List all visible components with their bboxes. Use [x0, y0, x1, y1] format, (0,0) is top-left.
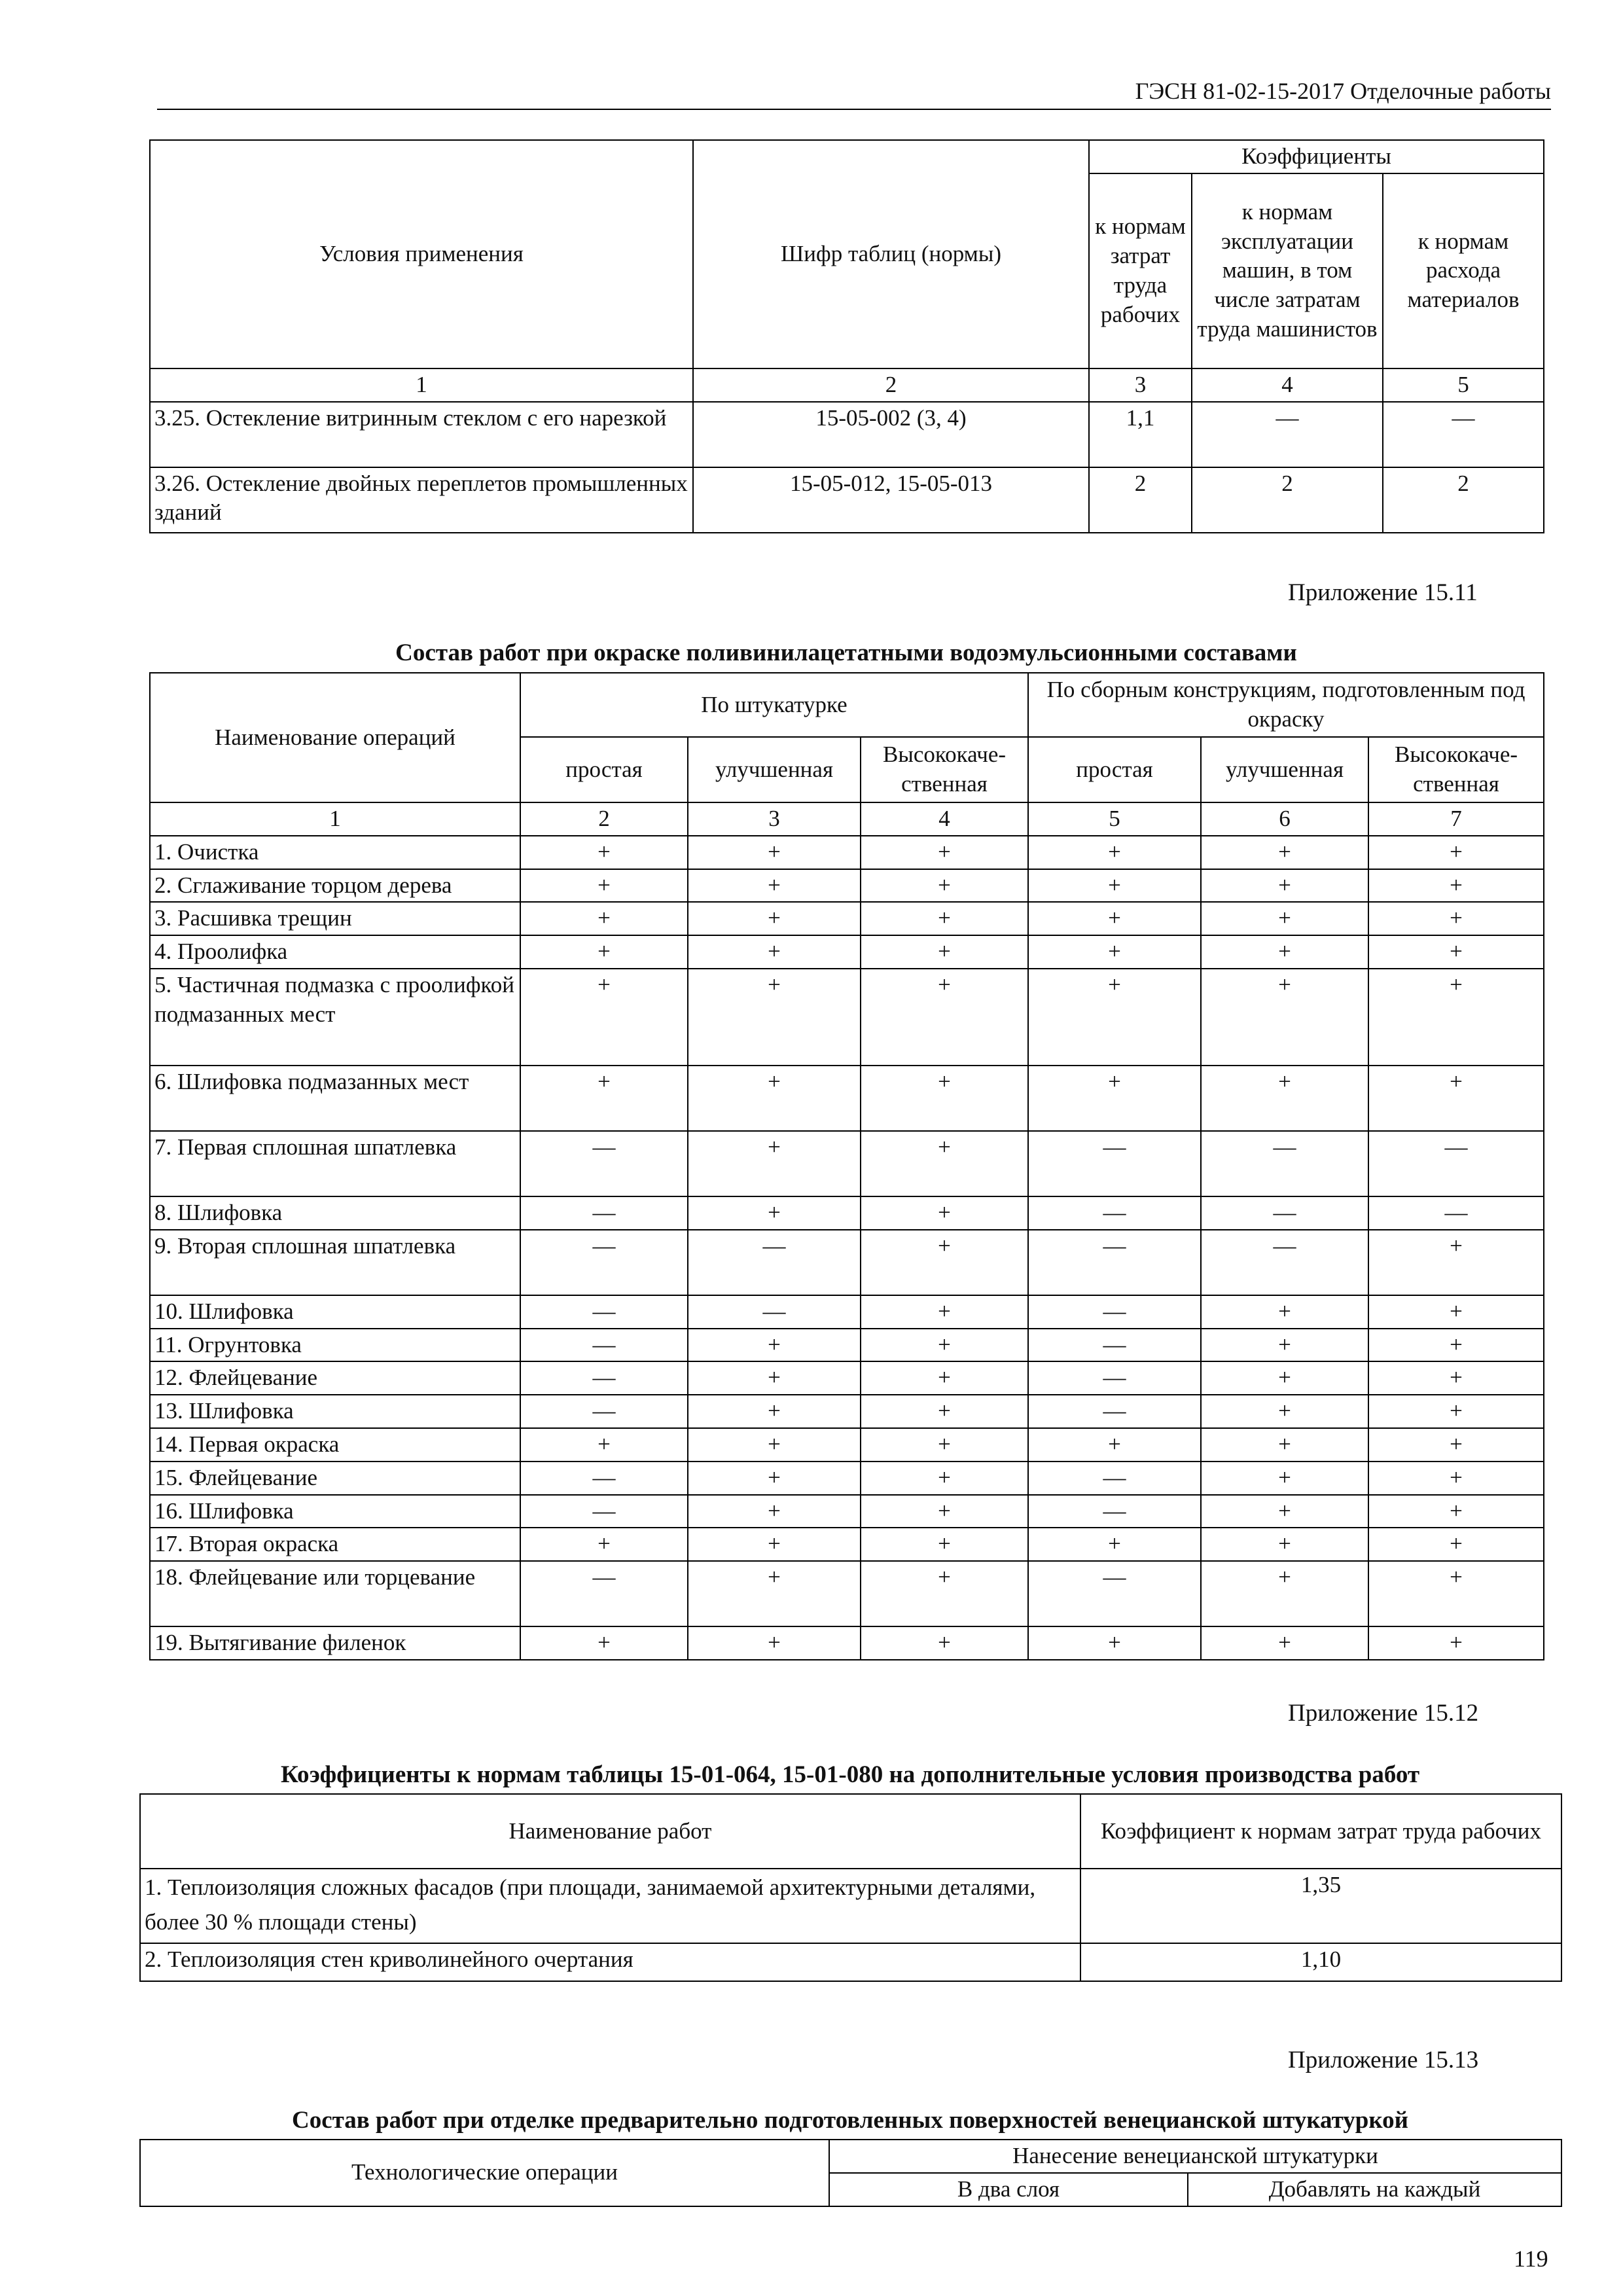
mark-cell: +: [861, 1196, 1028, 1230]
operation-name-cell: 7. Первая сплошная шпатлевка: [150, 1131, 520, 1196]
mark-cell: +: [1368, 969, 1544, 1066]
mark-cell: +: [688, 1329, 861, 1362]
operation-name-cell: 3. Расшивка трещин: [150, 902, 520, 935]
mark-cell: —: [1028, 1395, 1201, 1428]
mark-cell: +: [1201, 1395, 1368, 1428]
running-header: ГЭСН 81-02-15-2017 Отделочные работы: [157, 77, 1551, 110]
operation-name-cell: 10. Шлифовка: [150, 1295, 520, 1329]
mark-cell: +: [1368, 1361, 1544, 1395]
table-caption: Состав работ при отделке предварительно подготовленных поверхностей венецианской штукатуркой: [292, 2107, 1408, 2134]
header-work-name: Наименование работ: [140, 1794, 1080, 1869]
venetian-plaster-table: [139, 2139, 1562, 2207]
table-row: 3.25. Остекление витринным стеклом с его нарезкой 15-05-002 (3, 4) 1,1 — —: [150, 402, 1544, 467]
page-number: 119: [1514, 2246, 1548, 2272]
header-two-layers: В два слоя: [829, 2173, 1188, 2206]
mark-cell: +: [688, 1495, 861, 1528]
header-coefficients: Коэффициенты: [1089, 140, 1544, 173]
operation-name-cell: 11. Огрунтовка: [150, 1329, 520, 1362]
mark-cell: +: [688, 969, 861, 1066]
mark-cell: +: [861, 1495, 1028, 1528]
mark-cell: +: [861, 1295, 1028, 1329]
operation-name-cell: 15. Флейцевание: [150, 1462, 520, 1495]
mark-cell: +: [520, 1428, 688, 1462]
mark-cell: —: [520, 1196, 688, 1230]
header-apply: Нанесение венецианской штукатурки: [829, 2140, 1561, 2173]
mark-cell: +: [861, 1361, 1028, 1395]
header-operations: Технологические операции: [140, 2140, 829, 2206]
table-row: [150, 1495, 1544, 1528]
mark-cell: +: [1368, 1230, 1544, 1295]
table-row: [150, 902, 1544, 935]
mark-cell: —: [1028, 1131, 1201, 1196]
mark-cell: +: [688, 836, 861, 869]
table-row: [150, 869, 1544, 903]
mark-cell: +: [1368, 1561, 1544, 1626]
mark-cell: +: [688, 1395, 861, 1428]
mark-cell: +: [1201, 1626, 1368, 1660]
table-caption: Коэффициенты к нормам таблицы 15-01-064, 15-01-080 на дополнительные условия производства работ: [280, 1761, 1420, 1788]
mark-cell: +: [1201, 1428, 1368, 1462]
mark-cell: —: [520, 1361, 688, 1395]
mark-cell: +: [861, 1329, 1028, 1362]
operation-name-cell: 17. Вторая окраска: [150, 1528, 520, 1561]
mark-cell: +: [520, 935, 688, 969]
mark-cell: +: [1368, 935, 1544, 969]
header-conditions: Условия применения: [150, 140, 693, 368]
mark-cell: +: [520, 1626, 688, 1660]
operation-name-cell: 14. Первая окраска: [150, 1428, 520, 1462]
mark-cell: —: [1028, 1230, 1201, 1295]
mark-cell: —: [520, 1495, 688, 1528]
mark-cell: +: [1201, 902, 1368, 935]
mark-cell: +: [688, 1066, 861, 1131]
mark-cell: +: [861, 902, 1028, 935]
mark-cell: +: [1201, 1528, 1368, 1561]
mark-cell: —: [520, 1329, 688, 1362]
table-row: [150, 1626, 1544, 1660]
table-row: 2. Теплоизоляция стен криволинейного очертания 1,10: [140, 1943, 1561, 1981]
operation-name-cell: 1. Очистка: [150, 836, 520, 869]
table-row: [150, 1361, 1544, 1395]
mark-cell: +: [861, 1561, 1028, 1626]
mark-cell: +: [861, 969, 1028, 1066]
mark-cell: +: [1368, 869, 1544, 903]
mark-cell: +: [1028, 869, 1201, 903]
mark-cell: +: [688, 1196, 861, 1230]
table-row: [150, 1528, 1544, 1561]
mark-cell: +: [861, 1395, 1028, 1428]
mark-cell: +: [688, 869, 861, 903]
operations-table: Наименование операций По штукатурке По сборным конструкциям, подготовленным под окраску простая улучшенная Высококаче-ственная простая улучшенная Высококаче-ственная 1 2 3 4 5 6 7 1. Очистка + + + + + + 2. Сглаживание торцом дерева + + + + + + 3. Расшивка трещин + + + + + + 4. Проолифка + + + + + + 5. Частичная подмазка с проолифкой подмазанных мест + + + + + + 6. Шлифовка подмазанных мест + + + + + + 7. Первая сплошная шпатлевка — + + — — — 8. Шлифовка — + + — — — 9. Вторая сплошная шпатлевка — — + — — + 10. Шлифовка — — + — + + 11. Огрунтовка — + + — + + 12. Флейцевание — + + — + + 13. Шлифовка — + + — + + 14. Первая окраска + + + + + + 15. Флейцевание — + + — + + 16. Шлифовка — + + — + + 17. Вторая окраска + + + + + + 18. Флейцевание или торцевание — + + — + + 19. Вытягивание филенок + + + + + +: [149, 672, 1544, 1660]
mark-cell: +: [861, 869, 1028, 903]
operation-name-cell: 9. Вторая сплошная шпатлевка: [150, 1230, 520, 1295]
mark-cell: +: [1028, 1066, 1201, 1131]
operation-name-cell: 12. Флейцевание: [150, 1361, 520, 1395]
mark-cell: +: [1368, 1462, 1544, 1495]
mark-cell: +: [1368, 1495, 1544, 1528]
mark-cell: —: [1028, 1329, 1201, 1362]
insulation-coefficients-table: [139, 1793, 1562, 1982]
mark-cell: +: [688, 1462, 861, 1495]
mark-cell: +: [1028, 1528, 1201, 1561]
mark-cell: +: [861, 1626, 1028, 1660]
mark-cell: +: [1368, 1626, 1544, 1660]
mark-cell: +: [1028, 836, 1201, 869]
mark-cell: +: [688, 1361, 861, 1395]
mark-cell: —: [1201, 1196, 1368, 1230]
table-row: [150, 836, 1544, 869]
mark-cell: —: [520, 1395, 688, 1428]
mark-cell: +: [861, 1066, 1028, 1131]
table-row: [150, 1329, 1544, 1362]
operation-name-cell: 4. Проолифка: [150, 935, 520, 969]
mark-cell: +: [1028, 1626, 1201, 1660]
mark-cell: +: [1201, 1329, 1368, 1362]
mark-cell: —: [1028, 1361, 1201, 1395]
mark-cell: +: [688, 1626, 861, 1660]
mark-cell: —: [688, 1295, 861, 1329]
mark-cell: +: [861, 1528, 1028, 1561]
table-row: [150, 1131, 1544, 1196]
mark-cell: +: [1368, 1066, 1544, 1131]
mark-cell: +: [1368, 836, 1544, 869]
mark-cell: —: [688, 1230, 861, 1295]
table-row: [150, 1561, 1544, 1626]
mark-cell: +: [1028, 969, 1201, 1066]
mark-cell: +: [861, 935, 1028, 969]
mark-cell: +: [1201, 1295, 1368, 1329]
mark-cell: —: [1028, 1561, 1201, 1626]
operation-name-cell: 13. Шлифовка: [150, 1395, 520, 1428]
appendix-label: Приложение 15.11: [1288, 579, 1478, 606]
mark-cell: +: [1201, 836, 1368, 869]
appendix-label: Приложение 15.13: [1288, 2047, 1479, 2073]
mark-cell: +: [1201, 869, 1368, 903]
mark-cell: +: [688, 1528, 861, 1561]
mark-cell: —: [1028, 1462, 1201, 1495]
mark-cell: +: [1201, 1462, 1368, 1495]
mark-cell: +: [1201, 1361, 1368, 1395]
mark-cell: —: [1028, 1295, 1201, 1329]
mark-cell: —: [520, 1131, 688, 1196]
operation-name-cell: 6. Шлифовка подмазанных мест: [150, 1066, 520, 1131]
table-row: [150, 1295, 1544, 1329]
table-row: [150, 1462, 1544, 1495]
mark-cell: —: [520, 1295, 688, 1329]
header-labor-coef: Коэффициент к нормам затрат труда рабочих: [1080, 1794, 1561, 1869]
mark-cell: +: [861, 1462, 1028, 1495]
table-row: 3.26. Остекление двойных переплетов промышленных зданий 15-05-012, 15-05-013 2 2 2: [150, 467, 1544, 533]
header-prefab: По сборным конструкциям, подготовленным под окраску: [1028, 673, 1544, 737]
mark-cell: +: [1201, 1066, 1368, 1131]
mark-cell: +: [1028, 1428, 1201, 1462]
mark-cell: +: [1368, 1395, 1544, 1428]
mark-cell: —: [520, 1230, 688, 1295]
header-labor: к нормам затрат труда рабочих: [1089, 173, 1192, 368]
table-row: 1. Теплоизоляция сложных фасадов (при площади, занимаемой архитектурными деталями, более 30 % площади стены) 1,35: [140, 1869, 1561, 1943]
mark-cell: +: [861, 1131, 1028, 1196]
mark-cell: —: [1201, 1131, 1368, 1196]
header-plaster: По штукатурке: [520, 673, 1028, 737]
mark-cell: +: [688, 1428, 861, 1462]
mark-cell: +: [520, 969, 688, 1066]
mark-cell: +: [688, 935, 861, 969]
table-row: [150, 1428, 1544, 1462]
mark-cell: +: [1368, 902, 1544, 935]
header-code: Шифр таблиц (нормы): [693, 140, 1089, 368]
mark-cell: +: [1368, 1329, 1544, 1362]
mark-cell: +: [520, 1528, 688, 1561]
header-materials: к нормам расхода материалов: [1383, 173, 1544, 368]
mark-cell: +: [688, 1131, 861, 1196]
mark-cell: —: [1368, 1196, 1544, 1230]
mark-cell: +: [1368, 1295, 1544, 1329]
table-row: [150, 1230, 1544, 1295]
mark-cell: +: [520, 1066, 688, 1131]
mark-cell: +: [1368, 1428, 1544, 1462]
operation-name-cell: 16. Шлифовка: [150, 1495, 520, 1528]
mark-cell: +: [1201, 969, 1368, 1066]
mark-cell: +: [1368, 1528, 1544, 1561]
mark-cell: —: [1201, 1230, 1368, 1295]
table-row: [150, 1066, 1544, 1131]
mark-cell: +: [520, 836, 688, 869]
mark-cell: —: [520, 1462, 688, 1495]
header-add-each: Добавлять на каждый: [1188, 2173, 1561, 2206]
mark-cell: +: [1028, 902, 1201, 935]
mark-cell: +: [688, 902, 861, 935]
mark-cell: —: [1028, 1495, 1201, 1528]
mark-cell: +: [861, 836, 1028, 869]
coefficients-table: [149, 139, 1544, 533]
table-row: [150, 1395, 1544, 1428]
mark-cell: +: [1028, 935, 1201, 969]
mark-cell: —: [1368, 1131, 1544, 1196]
mark-cell: +: [520, 902, 688, 935]
operation-name-cell: 18. Флейцевание или торцевание: [150, 1561, 520, 1626]
mark-cell: +: [1201, 1495, 1368, 1528]
mark-cell: +: [520, 869, 688, 903]
mark-cell: +: [688, 1561, 861, 1626]
table-row: [150, 935, 1544, 969]
header-operation-name: Наименование операций: [150, 673, 520, 802]
operation-name-cell: 8. Шлифовка: [150, 1196, 520, 1230]
table-row: [150, 969, 1544, 1066]
operation-name-cell: 5. Частичная подмазка с проолифкой подмазанных мест: [150, 969, 520, 1066]
table-row: [150, 1196, 1544, 1230]
mark-cell: +: [861, 1230, 1028, 1295]
column-numbers-row: 1 2 3 4 5: [150, 368, 1544, 402]
mark-cell: +: [861, 1428, 1028, 1462]
mark-cell: —: [1028, 1196, 1201, 1230]
mark-cell: +: [1201, 1561, 1368, 1626]
column-numbers-row: 1 2 3 4 5 6 7: [150, 802, 1544, 836]
mark-cell: +: [1201, 935, 1368, 969]
appendix-label: Приложение 15.12: [1288, 1700, 1479, 1727]
table-caption: Состав работ при окраске поливинилацетатными водоэмульсионными составами: [395, 639, 1297, 666]
mark-cell: —: [520, 1561, 688, 1626]
operation-name-cell: 19. Вытягивание филенок: [150, 1626, 520, 1660]
header-machines: к нормам эксплуатации машин, в том числе затратам труда машинистов: [1192, 173, 1383, 368]
operation-name-cell: 2. Сглаживание торцом дерева: [150, 869, 520, 903]
